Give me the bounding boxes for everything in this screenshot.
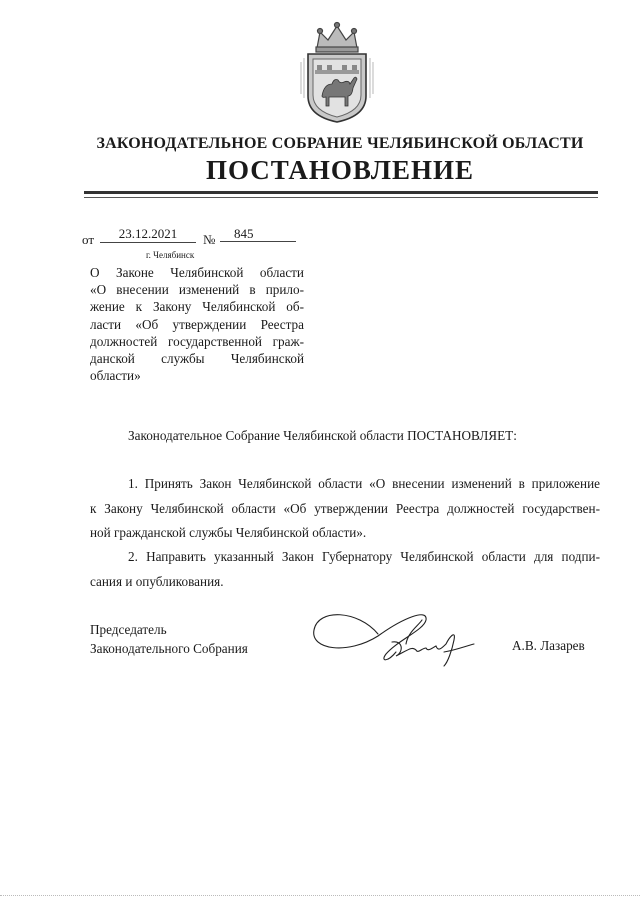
header-divider-thin xyxy=(84,197,598,198)
from-label: от xyxy=(82,232,95,247)
subject-line: О Законе Челябинской области xyxy=(90,265,304,280)
paragraph-line: ной гражданской службы Челябинской области». xyxy=(90,525,367,540)
document-date: 23.12.2021 xyxy=(100,226,196,243)
paragraph-1 xyxy=(90,472,600,546)
paragraph-line: 2. Направить указанный Закон Губернатору Челябинской области для подпи- xyxy=(128,549,600,564)
subject-line: данской службы Челябинской xyxy=(90,351,304,367)
paragraph-line: к Закону Челябинской области «Об утверждении Реестра должностей государствен- xyxy=(90,500,600,516)
scan-edge xyxy=(0,895,640,899)
subject-line: ласти «Об утверждении Реестра xyxy=(90,316,304,332)
signer-position-line: Председатель xyxy=(90,622,167,637)
header-divider-thick xyxy=(84,191,598,194)
document-number: 845 xyxy=(220,226,296,242)
paragraph-2 xyxy=(90,545,600,594)
date-number-line xyxy=(82,226,322,246)
signer-position xyxy=(90,620,248,658)
coat-of-arms-icon xyxy=(292,18,382,126)
subject-line: «О внесении изменений в прило- xyxy=(90,282,304,298)
document-subject xyxy=(90,264,304,384)
signer-name: А.В. Лазарев xyxy=(512,638,585,653)
paragraph-line: 1. Принять Закон Челябинской области «О внесении изменений в приложение xyxy=(128,476,600,491)
city-label: г. Челябинск xyxy=(146,250,195,260)
organization-name: ЗАКОНОДАТЕЛЬНОЕ СОБРАНИЕ ЧЕЛЯБИНСКОЙ ОБЛАСТИ xyxy=(96,135,584,152)
document-type-title: ПОСТАНОВЛЕНИЕ xyxy=(205,155,475,185)
subject-line: области» xyxy=(90,368,141,384)
subject-line: должностей государственной граж- xyxy=(90,333,304,349)
resolution-preamble: Законодательное Собрание Челябинской области ПОСТАНОВЛЯЕТ: xyxy=(128,428,517,443)
number-label: № xyxy=(203,232,216,247)
handwritten-signature xyxy=(308,600,478,670)
signer-position-line: Законодательного Собрания xyxy=(90,641,248,656)
subject-line: жение к Закону Челябинской об- xyxy=(90,299,304,315)
paragraph-line: сания и опубликования. xyxy=(90,573,224,589)
